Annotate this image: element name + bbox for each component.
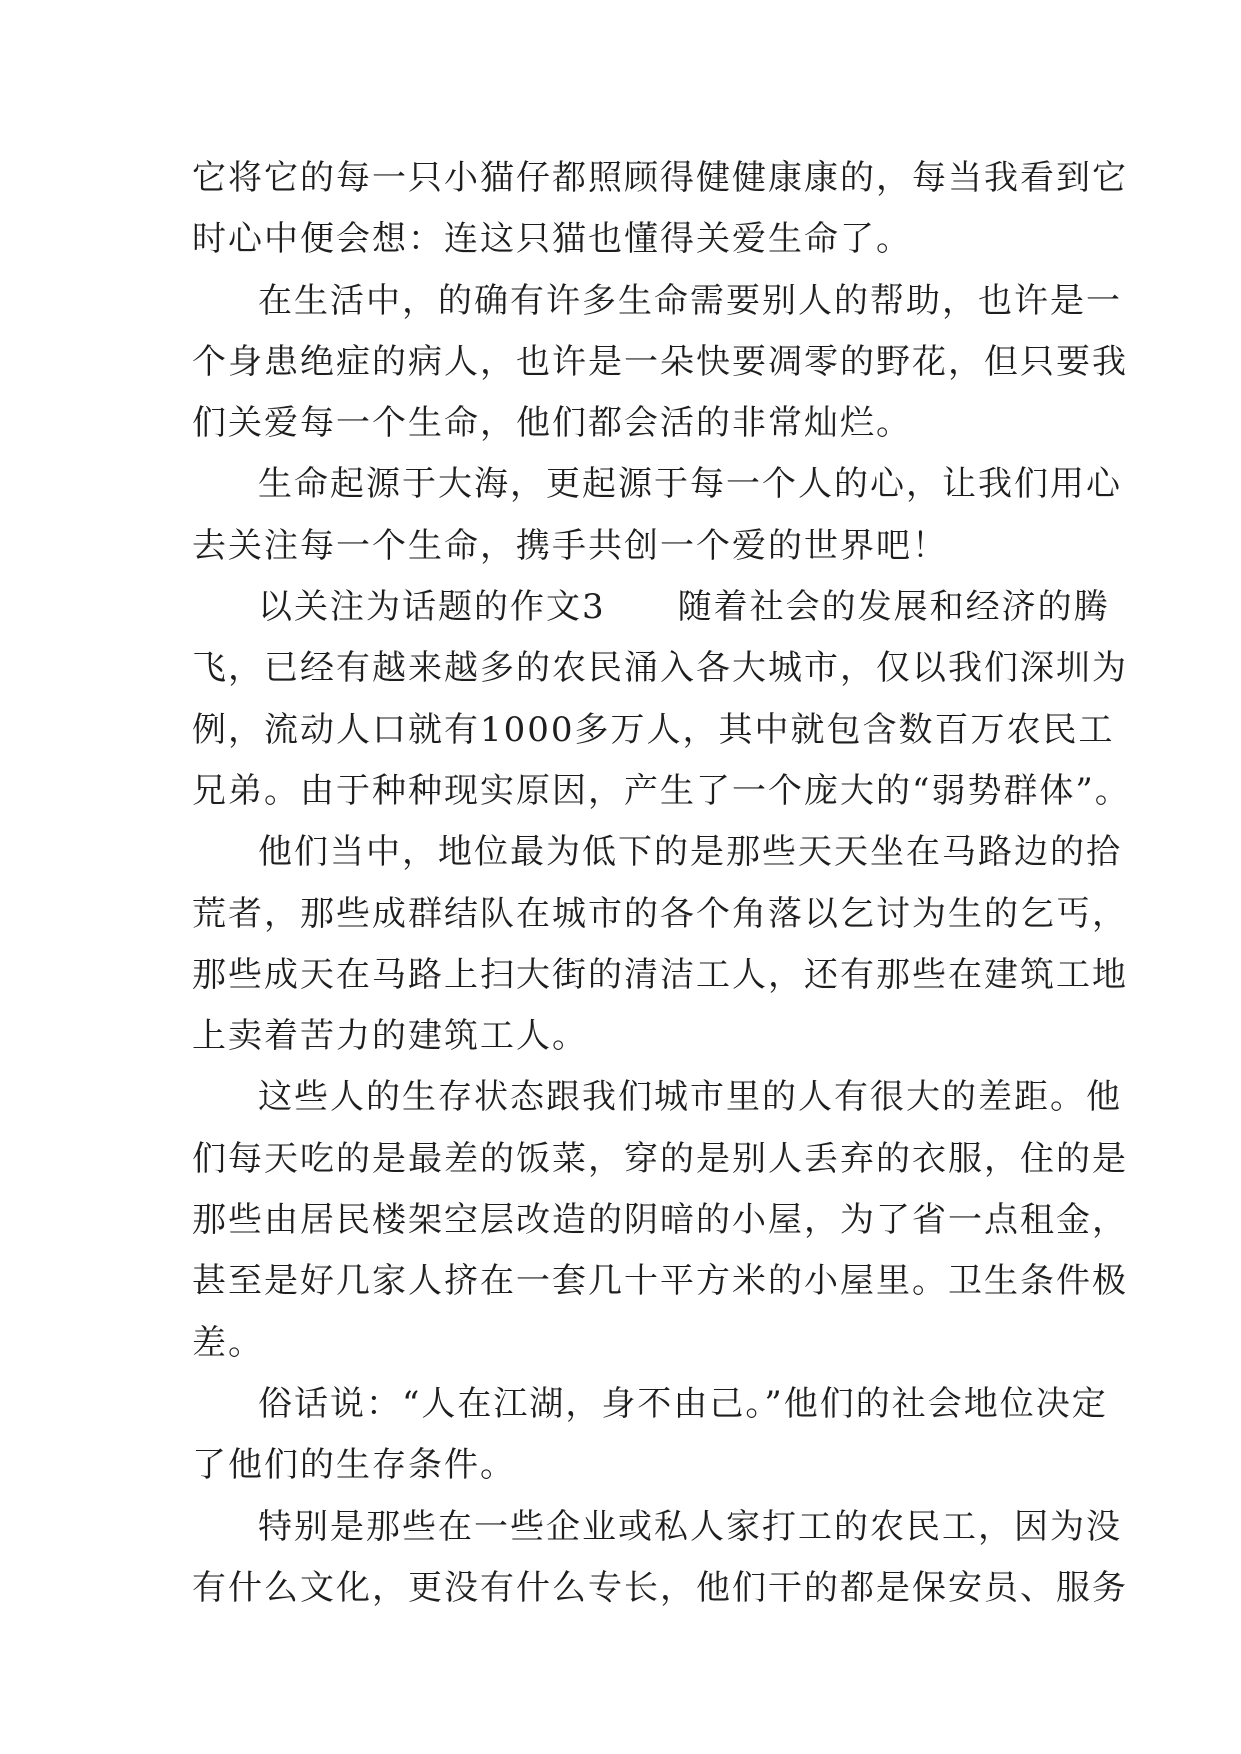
text-line: 兄弟。由于种种现实原因，产生了一个庞大的“弱势群体”。 xyxy=(192,770,1131,811)
text-line: 时心中便会想：连这只猫也懂得关爱生命了。 xyxy=(192,219,912,260)
paragraph-first-line: 这些人的生存状态跟我们城市里的人有很大的差距。他 xyxy=(258,1077,1122,1118)
text-line: 们每天吃的是最差的饭菜，穿的是别人丢弃的衣服，住的是 xyxy=(192,1138,1128,1179)
text-line: 个身患绝症的病人，也许是一朵快要凋零的野花，但只要我 xyxy=(192,341,1128,382)
text-line: 荒者，那些成群结队在城市的各个角落以乞讨为生的乞丐， xyxy=(192,893,1128,934)
paragraph-first-line: 以关注为话题的作文3 随着社会的发展和经济的腾 xyxy=(258,587,1110,628)
text-line: 去关注每一个生命，携手共创一个爱的世界吧！ xyxy=(192,525,948,566)
paragraph-first-line: 特别是那些在一些企业或私人家打工的农民工，因为没 xyxy=(258,1506,1122,1547)
text-line: 它将它的每一只小猫仔都照顾得健健康康的，每当我看到它 xyxy=(192,158,1128,198)
paragraph-first-line: 俗话说：“人在江湖，身不由己。”他们的社会地位决定 xyxy=(258,1383,1108,1424)
text-line: 们关爱每一个生命，他们都会活的非常灿烂。 xyxy=(192,403,912,444)
text-line: 那些由居民楼架空层改造的阴暗的小屋，为了省一点租金， xyxy=(192,1200,1128,1241)
text-line: 了他们的生存条件。 xyxy=(192,1445,516,1486)
text-line: 上卖着苦力的建筑工人。 xyxy=(192,1016,588,1057)
paragraph-first-line: 生命起源于大海，更起源于每一个人的心，让我们用心 xyxy=(258,464,1122,505)
text-line: 例，流动人口就有1000多万人，其中就包含数百万农民工 xyxy=(192,709,1115,750)
text-line: 那些成天在马路上扫大街的清洁工人，还有那些在建筑工地 xyxy=(192,954,1128,995)
text-line: 甚至是好几家人挤在一套几十平方米的小屋里。卫生条件极 xyxy=(192,1261,1128,1302)
paragraph-first-line: 他们当中，地位最为低下的是那些天天坐在马路边的拾 xyxy=(258,832,1122,873)
document-body xyxy=(192,148,1131,1619)
text-line: 有什么文化，更没有什么专长，他们干的都是保安员、服务 xyxy=(192,1567,1128,1608)
text-line: 差。 xyxy=(192,1322,264,1363)
paragraph-first-line: 在生活中，的确有许多生命需要别人的帮助，也许是一 xyxy=(258,280,1122,321)
text-line: 飞，已经有越来越多的农民涌入各大城市，仅以我们深圳为 xyxy=(192,648,1128,689)
